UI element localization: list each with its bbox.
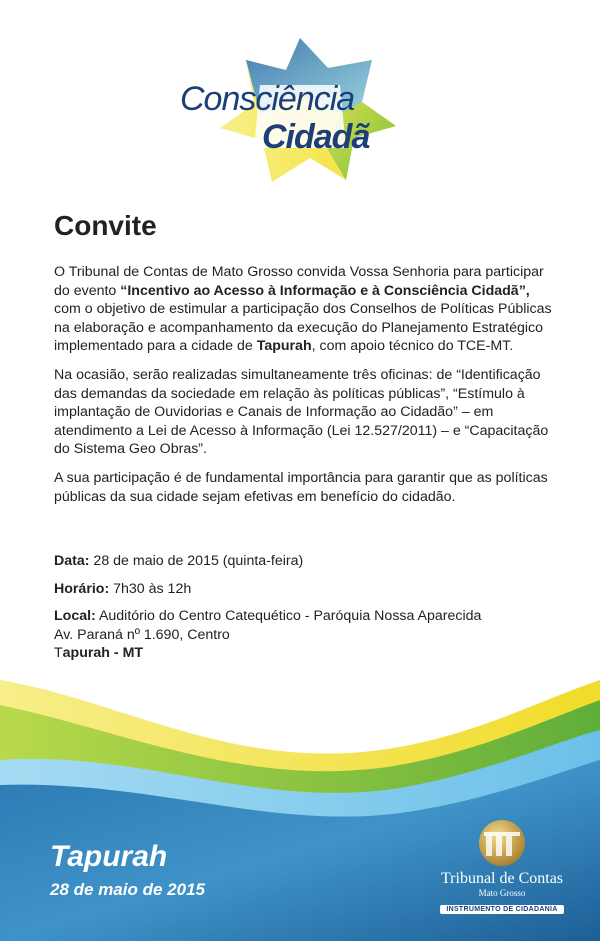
- event-name: “Incentivo ao Acesso à Informação e à Consciência Cidadã”,: [120, 282, 530, 299]
- event-address: Av. Paraná nº 1.690, Centro: [54, 626, 230, 643]
- page-title: Convite: [54, 210, 157, 241]
- city-prefix: T: [54, 645, 63, 662]
- event-details: [54, 552, 554, 663]
- tce-logo: [432, 818, 572, 928]
- paragraph-intro: [54, 263, 554, 356]
- time-label: Horário:: [54, 580, 110, 597]
- intro-text-e: , com apoio técnico do TCE-MT.: [311, 338, 514, 355]
- intro-text-a: O Tribunal de Contas de Mato Grosso convida Vossa Senhoria para participar do evento: [54, 264, 544, 299]
- location-label: Local:: [54, 608, 96, 625]
- intro-text-c: com o objetivo de estimular a participação dos Conselhos de Políticas Públicas na elaboração e acompanhamento da execução do Planejamento Estratégico implementado para a cidade de: [54, 301, 552, 355]
- city-name-inline: Tapurah: [256, 338, 312, 355]
- event-time: [54, 580, 554, 599]
- tce-state: Mato Grosso: [478, 888, 526, 898]
- location-value: Auditório do Centro Catequético - Paróquia Nossa Aparecida: [95, 608, 482, 625]
- paragraph-importance: A sua participação é de fundamental importância para garantir que as políticas públicas da sua cidade sejam efetivas em benefício do cidadão.: [54, 469, 548, 505]
- logo-line2: Cidadã: [262, 118, 370, 156]
- logo-line1: Consciência: [180, 80, 355, 118]
- invitation-body: [54, 263, 554, 516]
- paragraph-workshops: Na ocasião, serão realizadas simultaneamente três oficinas: de “Identificação das demandas da sociedade em relação às políticas públicas”, “Estímulo à implantação de Ouvidorias e Canais de Informação ao Cidadão” – em atendimento a Lei de Acesso à Informação (Lei 12.527/2011) – e “Capacitação do Sistema Geo Obras”.: [54, 366, 549, 458]
- event-date: [54, 552, 554, 571]
- time-value: 7h30 às 12h: [109, 580, 192, 597]
- footer-city: Tapurah: [50, 840, 168, 873]
- tce-name: Tribunal de Contas: [440, 870, 564, 887]
- date-value: 28 de maio de 2015 (quinta-feira): [89, 553, 304, 569]
- tce-emblem-icon: [472, 818, 532, 868]
- city-rest: apurah - MT: [62, 645, 144, 662]
- footer-date: 28 de maio de 2015: [50, 880, 205, 899]
- date-label: Data:: [54, 553, 90, 569]
- event-location: [54, 607, 554, 626]
- tce-tagline: INSTRUMENTO DE CIDADANIA: [440, 905, 563, 914]
